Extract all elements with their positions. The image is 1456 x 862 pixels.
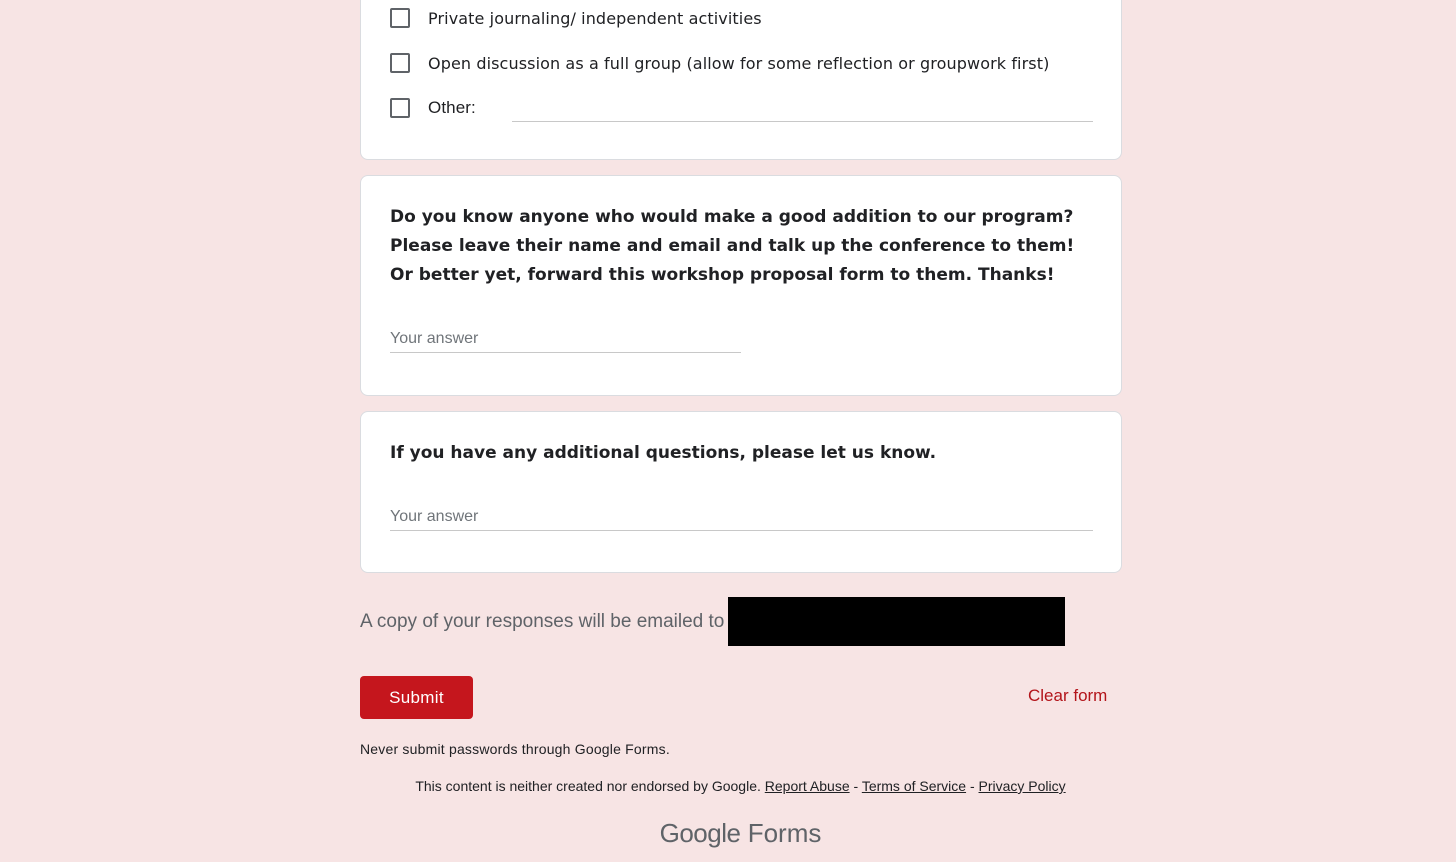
email-copy-notice: A copy of your responses will be emailed to — [360, 611, 725, 632]
options-card — [360, 0, 1122, 160]
clear-form-button[interactable]: Clear form — [1018, 686, 1117, 706]
checkbox-open-discussion[interactable] — [390, 53, 410, 73]
other-label: Other: — [428, 98, 476, 117]
question-card-additional — [360, 411, 1122, 573]
google-wordmark: Google — [659, 818, 741, 848]
terms-of-service-link[interactable]: Terms of Service — [861, 778, 967, 794]
password-warning: Never submit passwords through Google Forms. — [360, 741, 670, 757]
submit-button[interactable]: Submit — [360, 676, 473, 719]
forms-wordmark: Forms — [747, 818, 822, 848]
answer-input-referral[interactable] — [390, 330, 741, 353]
checkbox-private-journaling[interactable] — [390, 8, 410, 28]
question-card-referral — [360, 175, 1122, 396]
footer — [0, 778, 1456, 794]
other-text-input[interactable] — [512, 121, 1093, 122]
option-label: Open discussion as a full group (allow for some reflection or groupwork first) — [428, 53, 1050, 73]
answer-input-additional[interactable] — [390, 508, 1093, 531]
question-title: If you have any additional questions, please let us know. — [390, 443, 937, 463]
report-abuse-link[interactable]: Report Abuse — [764, 778, 850, 794]
option-other[interactable] — [390, 98, 476, 118]
footer-separator: - — [969, 778, 975, 794]
footer-disclaimer: This content is neither created nor endorsed by Google. — [415, 778, 761, 794]
checkbox-other[interactable] — [390, 98, 410, 118]
privacy-policy-link[interactable]: Privacy Policy — [978, 778, 1066, 794]
footer-separator: - — [853, 778, 859, 794]
option-open-discussion[interactable] — [390, 53, 1049, 73]
google-forms-logo[interactable] — [0, 818, 1456, 849]
redacted-email — [728, 597, 1065, 646]
option-label: Private journaling/ independent activities — [428, 8, 762, 28]
option-private-journaling[interactable] — [390, 8, 762, 28]
question-title: Do you know anyone who would make a good addition to our program? Please leave their name and email and talk up the conference to them! Or better yet, forward this workshop proposal form to them. Thanks! — [390, 207, 1075, 285]
